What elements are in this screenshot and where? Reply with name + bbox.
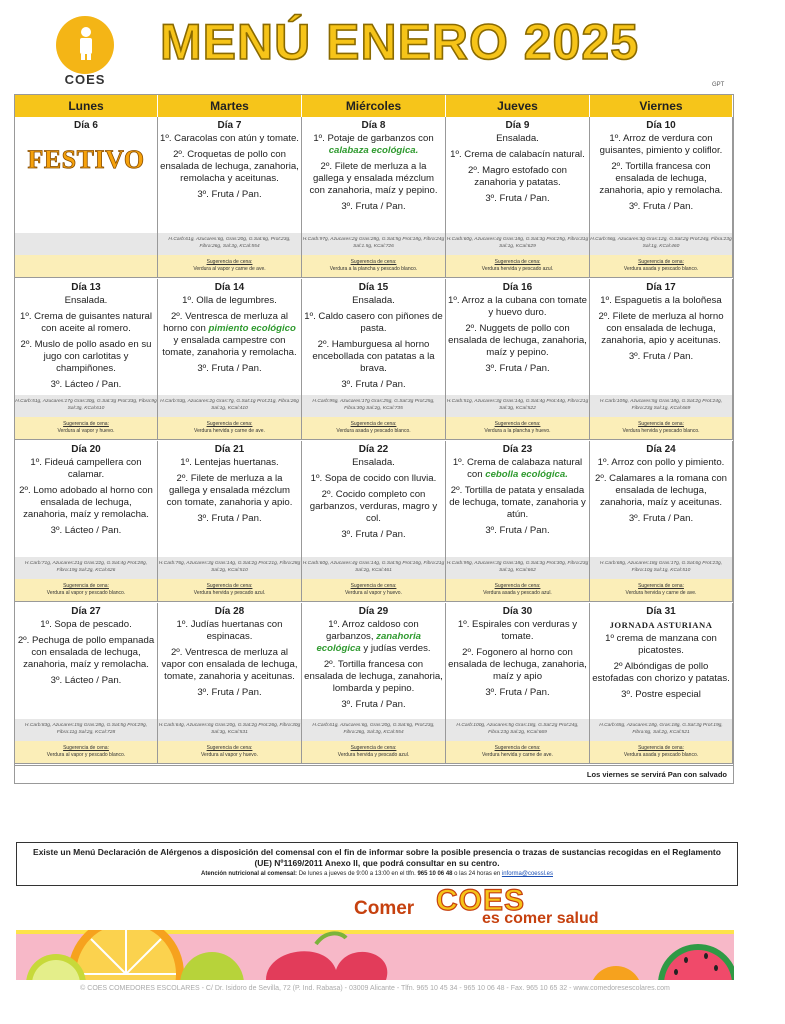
day-label: Día 21 (214, 444, 245, 455)
dish-text: 2º. Nuggets de pollo con ensalada de lechuga, zanahoria, maíz y pepino. (448, 323, 587, 358)
day-label: Día 22 (358, 444, 389, 455)
nutrition-info: H.Carb:61g, Azucares:6g, Gras:20g, G.Sat:6g, Prot:23g, Fibra:26g, Sal:3g, KCal:554 (302, 719, 446, 741)
nutrition-info: H.Carb:105g, Azucares:5g Gras:18g, G.Sat:2g Prot:24g, Fibra:23g Sal:1g, KCal:669 (590, 395, 733, 417)
dish-line (304, 311, 443, 335)
dish-line (160, 149, 299, 185)
menu-cell (158, 117, 302, 233)
column-header-mircoles: Miércoles (302, 95, 446, 117)
menu-cell (590, 441, 733, 557)
dish-text: Ensalada. (64, 295, 108, 306)
dish-text: 1º. Caldo casero con piñones de pasta. (304, 311, 443, 334)
suggestion-title: Sugerencia de cena: (63, 583, 109, 589)
suggestion-text: Verdura al vapor y huevo. (345, 590, 402, 596)
dish-line (448, 149, 587, 161)
nutrition-info: H.Carb:60g, Azucares:4g Gras:14g, G.Sat:5g Prot:16g, Fibra:21g Sal:2g, KCal:461 (302, 557, 446, 579)
nutrition-info (15, 233, 158, 255)
dish-text: 2º. Ventresca de merluza al horno con (163, 311, 289, 334)
suggestion-text: Verdura hervida y pescado azul. (193, 590, 266, 596)
suggestion-title: Sugerencia de cena: (63, 421, 109, 427)
dish-text: 1º. Sopa de pescado. (40, 619, 132, 630)
dish-line (160, 295, 299, 307)
dish-line (304, 699, 443, 711)
dinner-suggestion (446, 255, 590, 277)
suggestion-text: Verdura al vapor y pescado blanco. (46, 752, 126, 758)
menu-cell (158, 603, 302, 719)
dinner-suggestion (158, 417, 302, 439)
suggestion-title: Sugerencia de cena: (638, 259, 684, 265)
menu-cell (302, 117, 446, 233)
suggestion-title: Sugerencia de cena: (350, 583, 397, 589)
dish-text: 2º. Filete de merluza a la gallega y ensalada mézclum con tomate, zanahoria y apio. (166, 473, 293, 508)
day-label: Día 27 (71, 606, 101, 617)
dish-text: 1º. Sopa de cocido con lluvia. (310, 473, 437, 484)
slogan-coes: COES (436, 884, 526, 917)
day-label: Día 7 (217, 120, 242, 131)
dish-line (592, 661, 730, 685)
nutrition-info: H.Carb:56g, Azucares:3g Gras:12g, G.Sat:2g Prot:24g, Fibra:23g Sal:1g, KCal:460 (590, 233, 733, 255)
jornada-label: JORNADA ASTURIANA (609, 620, 713, 630)
day-label: Día 10 (646, 120, 676, 131)
dish-text: 3º. Fruta / Pan. (485, 193, 550, 204)
dish-text: 2º Albóndigas de pollo estofadas con chorizo y patatas. (592, 661, 730, 684)
dinner-suggestion (158, 579, 302, 601)
dish-line (448, 323, 587, 359)
column-header-martes: Martes (158, 95, 302, 117)
suggestion-title: Sugerencia de cena: (350, 421, 397, 427)
dish-text: 1º. Lentejas huertanas. (180, 457, 279, 468)
attention-phone: 965 10 06 48 (417, 871, 453, 877)
dish-line (448, 133, 587, 145)
fruit-banner-illustration (16, 930, 734, 980)
day-label: Día 14 (214, 282, 245, 293)
eco-ingredient: pimiento ecológico (208, 323, 296, 334)
menu-cell (590, 117, 733, 233)
day-label: Día 8 (361, 120, 386, 131)
dish-line (160, 647, 299, 683)
nutrition-info: H.Carb:53g, Azucares:2g Gras:7g, G.Sat:1g Prot:21g, Fibra:26g Sal:1g, KCal:410 (158, 395, 302, 417)
dinner-suggestion (590, 741, 733, 763)
dinner-suggestion (15, 417, 158, 439)
menu-cell (15, 603, 158, 719)
dish-text: 2º. Lomo adobado al horno con ensalada de lechuga, zanahoria, maíz y remolacha. (19, 485, 153, 520)
dish-text: 1º. Arroz con pollo y pimiento. (597, 457, 725, 468)
dish-line (592, 513, 730, 525)
dish-line (160, 619, 299, 643)
menu-cell (446, 603, 590, 719)
dish-line (160, 189, 299, 201)
dish-line (592, 633, 730, 657)
slogan-comer: Comer (354, 898, 415, 919)
dinner-suggestion (302, 579, 446, 601)
dish-text: 1º. Arroz a la cubana con tomate y huevo duro. (448, 295, 587, 318)
dish-text: 3º. Fruta / Pan. (485, 525, 550, 536)
suggestion-title: Sugerencia de cena: (206, 259, 253, 265)
dish-line (304, 529, 443, 541)
dinner-suggestion (590, 579, 733, 601)
suggestion-title: Sugerencia de cena: (63, 745, 109, 751)
dish-line (17, 619, 155, 631)
dish-text: 3º. Fruta / Pan. (341, 699, 406, 710)
suggestion-text: Verdura hervida y carne de ave. (194, 428, 265, 434)
dish-line (160, 363, 299, 375)
menu-table (14, 94, 734, 766)
dish-text: 3º. Fruta / Pan. (197, 363, 262, 374)
dish-line (592, 351, 730, 363)
dish-line (160, 133, 299, 145)
suggestion-text: Verdura hervida y pescado azul. (337, 752, 410, 758)
suggestion-title: Sugerencia de cena: (494, 583, 541, 589)
column-header-jueves: Jueves (446, 95, 590, 117)
day-label: Día 13 (71, 282, 101, 293)
menu-cell (446, 441, 590, 557)
gpt-tag: GPT (712, 82, 725, 88)
suggestion-title: Sugerencia de cena: (206, 583, 253, 589)
dish-text: 3º. Lácteo / Pan. (50, 525, 122, 536)
dish-line (304, 161, 443, 197)
dinner-suggestion (302, 417, 446, 439)
dinner-suggestion (15, 255, 158, 277)
suggestion-title: Sugerencia de cena: (494, 259, 541, 265)
dish-line (17, 675, 155, 687)
dish-line (304, 295, 443, 307)
dish-text: 2º. Fogonero al horno con ensalada de lechuga, zanahoria, maíz y apio (448, 647, 587, 682)
suggestion-title: Sugerencia de cena: (206, 421, 253, 427)
nutrition-info: H.Carb:83g, Azucares:15g Gras:28g, G.Sat:5g Prot:29g, Fibra:11g Sal:2g, KCal:728 (15, 719, 158, 741)
row-divider (15, 277, 733, 278)
dish-text: 3º. Lácteo / Pan. (50, 379, 122, 390)
menu-cell (590, 603, 733, 719)
dish-text: 3º. Fruta / Pan. (485, 363, 550, 374)
nutrition-info: H.Carb:51g, Azucares:17g Gras:30g, G.Sat:3g Prot:33g, Fibra:9g Sal:3g, KCal:610 (15, 395, 158, 417)
day-label: Día 31 (646, 606, 676, 617)
suggestion-title: Sugerencia de cena: (638, 421, 684, 427)
dish-text: 1º. Crema de calabacín natural. (450, 149, 585, 160)
dish-line (160, 687, 299, 699)
dish-text: 3º. Fruta / Pan. (197, 513, 262, 524)
suggestion-title: Sugerencia de cena: (494, 421, 541, 427)
suggestion-text: Verdura al vapor y huevo. (57, 428, 115, 434)
dish-text: 1º. Olla de legumbres. (182, 295, 277, 306)
day-label: Día 23 (502, 444, 533, 455)
dish-text: 1º. Espirales con verduras y tomate. (457, 619, 578, 642)
eco-ingredient: cebolla ecológica. (485, 469, 568, 480)
dish-text: 2º. Tortilla francesa con ensalada de lechuga, zanahoria, apio y remolacha. (599, 161, 723, 196)
dish-text: Ensalada. (352, 457, 395, 468)
dish-line (17, 295, 155, 307)
dish-line (160, 311, 299, 359)
page-title: MENÚ ENERO 2025 (160, 14, 640, 70)
nutrition-info: H.Carb:64g, Azucares:6g Gras:20g, G.Sat:2g Prot:26g, Fibra:30g Sal:3g, KCal:531 (158, 719, 302, 741)
dish-text: 3º. Fruta / Pan. (197, 687, 262, 698)
dish-text: 3º. Fruta / Pan. (341, 201, 406, 212)
fruit-banner (16, 930, 734, 980)
column-header-lunes: Lunes (15, 95, 158, 117)
dish-line (448, 295, 587, 319)
suggestion-text: Verdura asada y pescado azul. (483, 590, 552, 596)
menu-cell (446, 117, 590, 233)
suggestion-text: Verdura asada y pescado blanco. (623, 266, 699, 272)
dish-text: 3º. Lácteo / Pan. (50, 675, 122, 686)
day-label: Día 17 (646, 282, 676, 293)
attention-text-2: o las 24 horas en (452, 871, 502, 877)
dish-text: 3º. Postre especial (621, 689, 701, 700)
dish-text: 1º. Judías huertanas con espinacas. (176, 619, 283, 642)
eco-ingredient: calabaza ecológica. (328, 145, 419, 156)
suggestion-title: Sugerencia de cena: (350, 745, 397, 751)
dish-line (304, 201, 443, 213)
dish-text: Ensalada. (352, 295, 395, 306)
dish-text: 2º. Calamares a la romana con ensalada de lechuga, zanahoria, maíz y aceitunas. (594, 473, 728, 508)
slogan-rest: es comer salud (482, 910, 599, 927)
suggestion-text: Verdura hervida y pescado azul. (481, 266, 554, 272)
dish-text: 3º. Fruta / Pan. (628, 201, 694, 212)
menu-cell (302, 441, 446, 557)
dish-text: 2º. Filete de merluza a la gallega y ensalada mézclum con zanahoria, maíz y pepino. (309, 161, 438, 196)
dish-text: 3º. Fruta / Pan. (341, 379, 406, 390)
day-label: Día 28 (214, 606, 245, 617)
dish-text: 2º. Ventresca de merluza al vapor con ensalada de lechuga, tomate, zanahoria y aceitunas. (161, 647, 298, 682)
dish-line (304, 489, 443, 525)
festivo-label: FESTIVO (27, 145, 145, 174)
dinner-suggestion (446, 579, 590, 601)
dish-text: 3º. Fruta / Pan. (485, 687, 550, 698)
dish-line (592, 161, 730, 197)
dish-line (17, 311, 155, 335)
nutrition-info: H.Carb:95g, Azucares:17g Gras:25g, G.Sat:3g Prot:25g, Fibra:30g Sal:2g, KCal:735 (302, 395, 446, 417)
dish-text: 1º. Espaguetis a la boloñesa (600, 295, 722, 306)
nutrition-info: H.Carb:60g, Azucares:4g Gras:18g, G.Sat:3g Prot:25g, Fibra:31g Sal:1g, KCal:629 (446, 233, 590, 255)
dish-text: 2º. Tortilla francesa con ensalada de lechuga, zanahoria, lombarda y pepino. (304, 659, 443, 694)
dinner-suggestion (302, 255, 446, 277)
dish-line (304, 133, 443, 157)
nutrition-info: H.Carb:100g, Azucares:5g Gras:18g, G.Sat:2g Prot:24g, Fibra:23g Sal:2g, KCal:669 (446, 719, 590, 741)
day-label: Día 16 (502, 282, 533, 293)
suggestion-title: Sugerencia de cena: (206, 745, 253, 751)
suggestion-text: Verdura hervida y carne de ave. (625, 590, 697, 596)
dish-line (17, 379, 155, 391)
column-header-viernes: Viernes (590, 95, 733, 117)
dish-line (304, 379, 443, 391)
menu-cell (446, 279, 590, 395)
dinner-suggestion (15, 579, 158, 601)
dish-text: 2º. Muslo de pollo asado en su jugo con carlotitas y champiñones. (20, 339, 152, 374)
suggestion-title: Sugerencia de cena: (494, 745, 541, 751)
dish-text: 1º. Crema de calabaza natural con (452, 457, 583, 480)
dish-text: 2º. Tortilla de patata y ensalada de lechuga, tomate, zanahoria y atún. (449, 485, 586, 520)
dish-line (17, 485, 155, 521)
attention-label: Atención nutricional al comensal: (201, 871, 298, 877)
suggestion-text: Verdura hervida y carne de ave. (482, 752, 553, 758)
logo-text: COES (64, 72, 106, 87)
dish-line (17, 339, 155, 375)
dish-text: 2º. Croquetas de pollo con ensalada de lechuga, zanahoria, remolacha y aceitunas. (160, 149, 299, 184)
day-label: Día 30 (502, 606, 533, 617)
dinner-suggestion (446, 417, 590, 439)
suggestion-text: Verdura asada y pescado blanco. (336, 428, 411, 434)
footer-contact: © COES COMEDORES ESCOLARES - C/ Dr. Isidoro de Sevilla, 72 (P. Ind. Rabasa) - 03009 Alicante - Tlfn. 965 10 45 34 - 965 10 06 48 - Fax. 965 10 65 32 - www.comedoresescolares.com (80, 985, 670, 992)
nutrition-info: H.Carb:95g, Azucares:3g Gras:18g, G.Sat:3g Prot:30g, Fibra:23g Sal:1g, KCal:662 (446, 557, 590, 579)
dish-line (304, 659, 443, 695)
dish-line (160, 457, 299, 469)
dinner-suggestion (446, 741, 590, 763)
menu-cell (158, 279, 302, 395)
dinner-suggestion (302, 741, 446, 763)
dish-line (17, 635, 155, 671)
menu-cell (15, 441, 158, 557)
viernes-note: Los viernes se servirá Pan con salvado (14, 766, 734, 784)
suggestion-title: Sugerencia de cena: (638, 583, 684, 589)
dinner-suggestion (590, 255, 733, 277)
row-divider (15, 763, 733, 764)
dinner-suggestion (15, 741, 158, 763)
menu-cell (15, 117, 158, 233)
dinner-suggestion (158, 741, 302, 763)
dish-line (448, 619, 587, 643)
allergen-text: Existe un Menú Declaración de Alérgenos a disposición del comensal con el fin de informar sobre la posible presencia o trazas de sustancias recogidas en el Reglamento (UE) Nº1169/2011 Anexo II, que podrá consultar en su centro. (33, 847, 721, 868)
eco-ingredient: zanahoria ecológica (316, 631, 421, 654)
dish-text: y ensalada campestre con tomate, zanahoria y remolacha. (162, 335, 297, 358)
dish-line (592, 457, 730, 469)
dish-text: 2º. Cocido completo con garbanzos, verduras, magro y col. (309, 489, 438, 524)
dish-text: 1º. Fideuá campellera con calamar. (30, 457, 142, 480)
day-label: Día 9 (505, 120, 530, 131)
day-label: Día 6 (74, 120, 98, 131)
dish-text: 3º. Fruta / Pan. (197, 189, 262, 200)
dish-text: y judías verdes. (360, 643, 431, 654)
day-label: Día 24 (646, 444, 676, 455)
suggestion-text: Verdura hervida y pescado blanco. (622, 428, 700, 434)
menu-cell (302, 279, 446, 395)
dish-text: 1º crema de manzana con picatostes. (605, 633, 717, 656)
attention-text: De lunes a jueves de 9:00 a 13:00 en el tlfn. (297, 871, 418, 877)
dish-line (448, 485, 587, 521)
allergen-box (16, 842, 738, 886)
nutrition-info: H.Carb:76g, Azucares:3g Gras:14g, G.Sat:2g Prot:21g, Fibra:28g Sal:2g, KCal:510 (158, 557, 302, 579)
dish-line (592, 201, 730, 213)
attention-line (17, 870, 737, 879)
nutrition-info: H.Carb:71g, Azucares:21g Gras:22g, G.Sat:4g Prot:28g, Fibra:19g Sal:2g, KCal:626 (15, 557, 158, 579)
suggestion-text: Verdura al vapor y pescado blanco. (46, 590, 126, 596)
suggestion-text: Verdura al vapor y huevo. (201, 752, 258, 758)
dish-line (448, 363, 587, 375)
dinner-suggestion (158, 255, 302, 277)
dish-line (592, 311, 730, 347)
dish-text: 3º. Fruta / Pan. (341, 529, 406, 540)
dish-line (448, 525, 587, 537)
dish-line (17, 525, 155, 537)
dinner-suggestion (590, 417, 733, 439)
dish-line (304, 619, 443, 655)
menu-cell (302, 603, 446, 719)
suggestion-text: Verdura a la plancha y huevo. (484, 428, 551, 434)
dish-line (592, 295, 730, 307)
suggestion-title: Sugerencia de cena: (638, 745, 684, 751)
row-divider (15, 439, 733, 440)
dish-line (592, 133, 730, 157)
dish-line (448, 457, 587, 481)
dish-text: 2º. Magro estofado con zanahoria y patatas. (468, 165, 567, 188)
day-label: Día 29 (358, 606, 389, 617)
coes-logo (52, 16, 118, 87)
dish-line (304, 457, 443, 469)
menu-cell (590, 279, 733, 395)
suggestion-text: Verdura a la plancha y pescado blanco. (329, 266, 418, 272)
nutrition-info: H.Carb:65g, Azucares:18g, Gras:18g, G.Sat:3g Prot:19g, Fibra:6g, Sal:2g, KCal:521 (590, 719, 733, 741)
menu-cell (158, 441, 302, 557)
menu-cell (15, 279, 158, 395)
nutrition-info: H.Carb:61g, Azucares:6g, Gras:20g, G.Sat:6g, Prot:23g, Fibra:26g, Sal:3g, KCal:554 (158, 233, 302, 255)
dish-line (160, 513, 299, 525)
slogan (354, 886, 654, 930)
dish-text: 2º. Filete de merluza al horno con ensalada de lechuga, zanahoria, apio y aceitunas. (598, 311, 724, 346)
dish-line (17, 457, 155, 481)
chef-figure-icon (76, 26, 96, 60)
dish-text: 2º. Pechuga de pollo empanada con ensalada de lechuga, zanahoria, maíz y remolacha. (17, 635, 155, 670)
attention-email-link[interactable]: informa@coessl.es (501, 871, 553, 877)
dish-text: Ensalada. (496, 133, 539, 144)
dish-text: 2º. Hamburguesa al horno encebollada con patatas a la brava. (312, 339, 435, 374)
dish-text: 1º. Crema de guisantes natural con aceite al romero. (19, 311, 153, 334)
dish-line (448, 687, 587, 699)
dish-line (160, 473, 299, 509)
nutrition-info: H.Carb:68g, Azucares:18g Gras:17g, G.Sat:6g Prot:23g, Fibra:10g Sal:1g, KCal:510 (590, 557, 733, 579)
suggestion-text: Verdura asada y pescado blanco. (623, 752, 699, 758)
dish-line (592, 473, 730, 509)
dish-text: 3º. Fruta / Pan. (628, 351, 694, 362)
dish-line (304, 473, 443, 485)
suggestion-title: Sugerencia de cena: (350, 259, 397, 265)
dish-text: 1º. Arroz caldoso con garbanzos, (326, 619, 419, 642)
row-divider (15, 601, 733, 602)
dish-line (592, 689, 730, 701)
suggestion-text: Verdura al vapor y carne de ave. (193, 266, 266, 272)
dish-text: 1º. Arroz de verdura con guisantes, pimiento y coliflor. (599, 133, 723, 156)
dish-text: 1º. Potaje de garbanzos con (313, 133, 434, 144)
dish-line (448, 647, 587, 683)
dish-text: 1º. Caracolas con atún y tomate. (160, 133, 299, 144)
nutrition-info: H.Carb:51g, Azucares:3g Gras:14g, G.Sat:4g Prot:44g, Fibra:21g Sal:3g, KCal:522 (446, 395, 590, 417)
nutrition-info: H.Carb:97g, Azucares:2g Gras:28g, G.Sat:5g Prot:18g, Fibra:24g Sal:1.5g, KCal:726 (302, 233, 446, 255)
day-label: Día 20 (71, 444, 101, 455)
day-label: Día 15 (358, 282, 389, 293)
dish-text: 3º. Fruta / Pan. (628, 513, 694, 524)
dish-line (448, 165, 587, 189)
dish-line (448, 193, 587, 205)
dish-line (304, 339, 443, 375)
